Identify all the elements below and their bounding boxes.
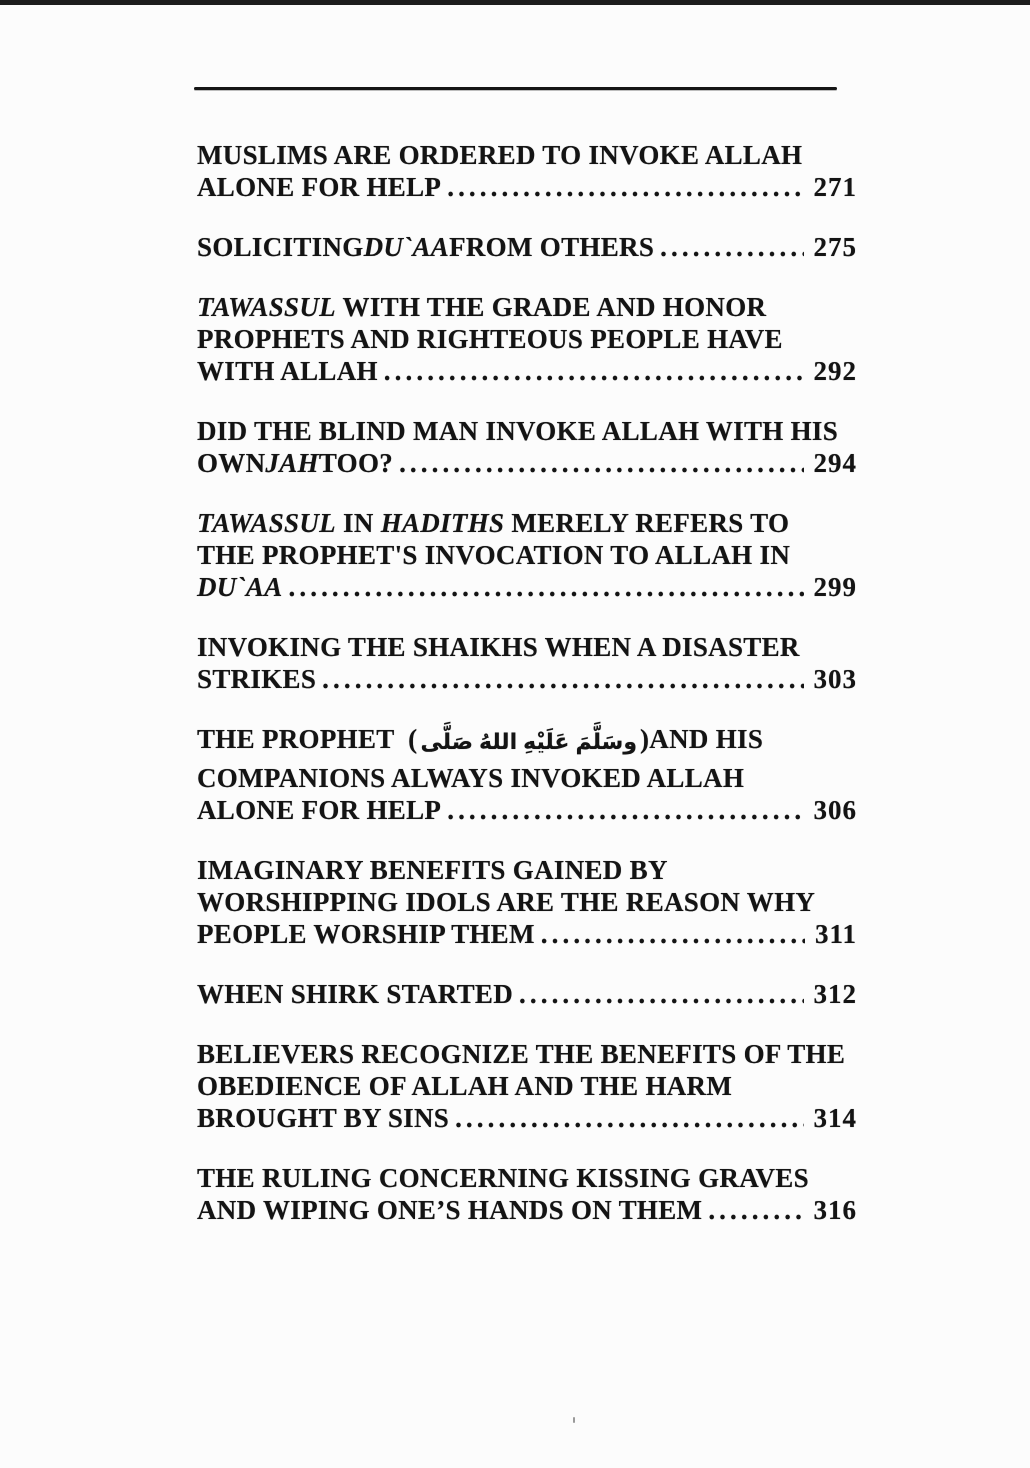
page-number: 292 [813, 356, 857, 386]
toc-title-segment: WORSHIPPING IDOLS ARE THE REASON WHY [197, 887, 816, 917]
toc-line [197, 1102, 857, 1134]
page-number: 314 [813, 1103, 857, 1133]
toc-title-segment: BROUGHT BY SINS [197, 1103, 450, 1133]
toc-entry [197, 415, 857, 479]
toc-line [197, 663, 857, 695]
toc-line [197, 1162, 857, 1194]
toc-title-segment: THE RULING CONCERNING KISSING GRAVES [197, 1163, 809, 1193]
page-number: 316 [813, 1195, 857, 1225]
toc-title-segment: JAH [265, 448, 319, 478]
toc-title-segment: DID THE BLIND MAN INVOKE ALLAH WITH HIS [197, 416, 839, 446]
toc-line [197, 1070, 857, 1102]
toc-line [197, 854, 857, 886]
toc-title-segment: STRIKES [197, 664, 317, 694]
toc-entry [197, 231, 857, 263]
toc-title-segment: ALONE FOR HELP [197, 795, 442, 825]
toc-line [197, 231, 857, 263]
toc-title-segment: WITH ALLAH [197, 356, 378, 386]
toc-title-segment: COMPANIONS ALWAYS INVOKED ALLAH [197, 763, 745, 793]
dot-leader [289, 571, 804, 603]
toc-title-segment: INVOKING THE SHAIKHS WHEN A DISASTER [197, 632, 800, 662]
toc-entry [197, 723, 857, 826]
page-number: 275 [813, 232, 857, 262]
toc-title-segment: PEOPLE WORSHIP THEM [197, 919, 535, 949]
toc-title-segment: WITH THE GRADE AND HONOR [335, 292, 767, 322]
toc-line [197, 507, 857, 539]
dot-leader [708, 1194, 803, 1226]
toc-title-segment: THE PROPHET ( [197, 724, 418, 754]
toc-title-segment: )AND HIS [640, 724, 764, 754]
scan-speck-artifact [573, 1417, 575, 1423]
toc-line [197, 918, 857, 950]
toc-title-segment: IN [335, 508, 381, 538]
toc-line [197, 794, 857, 826]
toc-line [197, 762, 857, 794]
toc-title-segment: WHEN SHIRK STARTED [197, 979, 514, 1009]
toc-title-segment: FROM OTHERS [449, 232, 655, 262]
toc-title-segment: AND WIPING ONE’S HANDS ON THEM [197, 1195, 703, 1225]
scan-top-edge-artifact [0, 0, 1030, 5]
toc-entry [197, 291, 857, 387]
toc-line [197, 171, 857, 203]
dot-leader [322, 663, 803, 695]
toc-title-segment: MERELY REFERS TO [504, 508, 790, 538]
toc-title-segment: SOLICITING [197, 232, 364, 262]
toc-entry [197, 1038, 857, 1134]
toc-entry [197, 1162, 857, 1226]
arabic-honorific-word: اللهُ [478, 730, 518, 755]
dot-leader [399, 447, 803, 479]
toc-title-segment: PROPHETS AND RIGHTEOUS PEOPLE HAVE [197, 324, 783, 354]
toc-line [197, 139, 857, 171]
dot-leader [384, 355, 804, 387]
toc-title-segment: ALONE FOR HELP [197, 172, 442, 202]
page-number: 271 [813, 172, 857, 202]
dot-leader [447, 171, 803, 203]
toc-title-segment: OBEDIENCE OF ALLAH AND THE HARM [197, 1071, 733, 1101]
toc-title-segment: OWN [197, 448, 266, 478]
arabic-honorific-word: وسَلَّمَ [575, 730, 637, 755]
toc-entry [197, 978, 857, 1010]
toc-line [197, 631, 857, 663]
toc-title-segment: DU`AA [363, 232, 450, 262]
dot-leader [519, 978, 803, 1010]
page-number: 299 [813, 572, 857, 602]
toc-line [197, 723, 857, 755]
toc-title-segment: MUSLIMS ARE ORDERED TO INVOKE ALLAH [197, 140, 803, 170]
toc-entry [197, 139, 857, 203]
toc-line [197, 1194, 857, 1226]
toc-title-segment: TAWASSUL [197, 292, 336, 322]
toc-list [197, 139, 857, 1254]
toc-line [197, 1038, 857, 1070]
toc-line [197, 323, 857, 355]
dot-leader [541, 918, 805, 950]
toc-line [197, 447, 857, 479]
toc-line [197, 978, 857, 1010]
page-number: 311 [814, 919, 857, 949]
toc-line [197, 571, 857, 603]
toc-title-segment: DU`AA [197, 572, 283, 602]
toc-title-segment: THE PROPHET'S INVOCATION TO ALLAH IN [197, 540, 791, 570]
toc-entry [197, 854, 857, 950]
dot-leader [455, 1102, 803, 1134]
toc-title-segment: TAWASSUL [197, 508, 336, 538]
page-number: 312 [813, 979, 857, 1009]
toc-line [197, 539, 857, 571]
page-number: 294 [813, 448, 857, 478]
dot-leader [447, 794, 803, 826]
toc-line [197, 886, 857, 918]
toc-title-segment: HADITHS [380, 508, 505, 538]
arabic-honorific-word: صَلَّى [420, 730, 473, 755]
dot-leader [660, 231, 803, 263]
toc-line [197, 291, 857, 323]
toc-title-segment: TOO? [318, 448, 394, 478]
toc-title-segment: IMAGINARY BENEFITS GAINED BY [197, 855, 668, 885]
toc-line [197, 415, 857, 447]
page-number: 303 [813, 664, 857, 694]
page-number: 306 [813, 795, 857, 825]
toc-line [197, 355, 857, 387]
arabic-honorific-word: عَلَيْهِ [523, 730, 570, 755]
toc-entry [197, 631, 857, 695]
toc-title-segment: BELIEVERS RECOGNIZE THE BENEFITS OF THE [197, 1039, 846, 1069]
toc-entry [197, 507, 857, 603]
header-rule [194, 87, 837, 90]
